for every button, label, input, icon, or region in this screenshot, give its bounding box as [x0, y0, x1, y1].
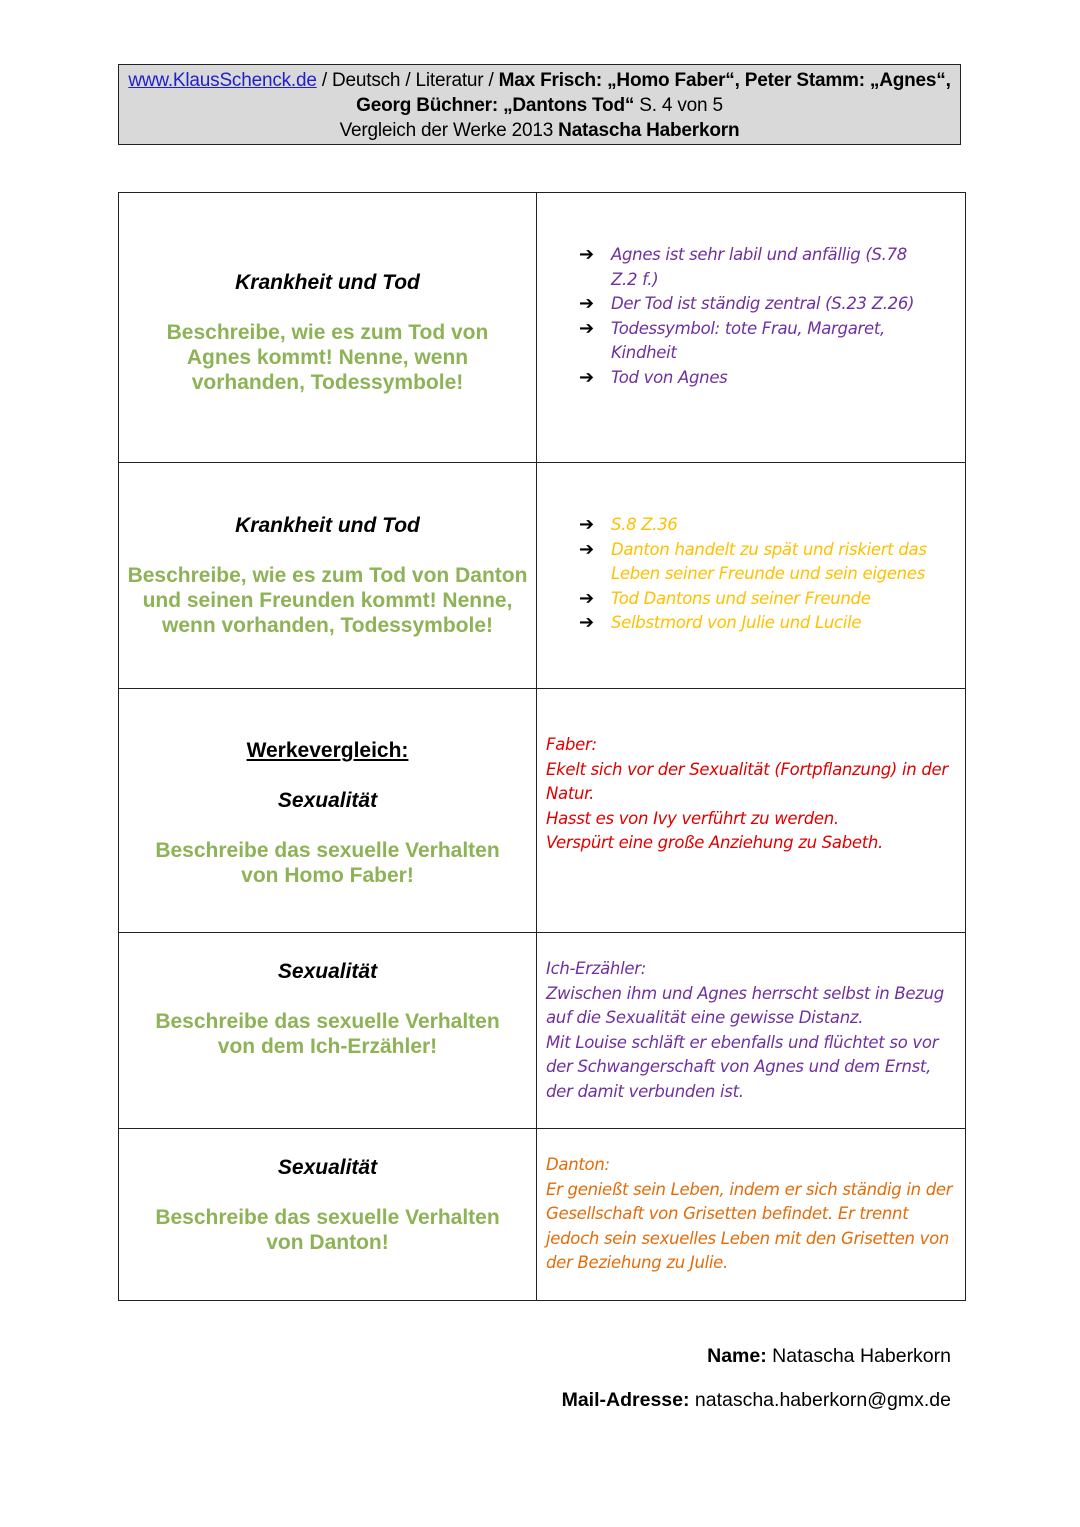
question-task: Beschreibe das sexuelle Verhalten von dem Ich-Erzähler! — [155, 1010, 500, 1058]
answer-text — [537, 933, 965, 1104]
arrow-right-icon: ➔ — [579, 514, 594, 535]
answer-label: Faber: — [546, 735, 597, 754]
table-row — [119, 1129, 966, 1301]
question-cell — [119, 1129, 537, 1301]
answer-label: Ich-Erzähler: — [546, 959, 646, 978]
answer-list — [537, 193, 965, 390]
header-works-1: Max Frisch: „Homo Faber“, Peter Stamm: „Agnes“, — [498, 70, 951, 91]
answer-cell — [537, 933, 966, 1129]
mail-label: Mail-Adresse: — [561, 1389, 690, 1411]
header-path: / Deutsch / Literatur / — [316, 70, 499, 91]
header-subtitle: Vergleich der Werke 2013 — [339, 120, 559, 141]
question-title: Sexualität — [277, 1156, 378, 1179]
list-item: ➔ S.8 Z.36 — [537, 513, 935, 538]
answer-text — [537, 689, 965, 856]
answer-line: Ekelt sich vor der Sexualität (Fortpflanzung) in der Natur. — [546, 759, 948, 803]
answer-line: Verspürt eine große Anziehung zu Sabeth. — [546, 833, 883, 852]
list-item: ➔ Danton handelt zu spät und riskiert das Leben seiner Freunde und sein eigenes — [579, 538, 927, 583]
answer-cell — [537, 463, 966, 689]
website-link[interactable]: www.KlausSchenck.de — [128, 70, 317, 91]
name-label: Name: — [707, 1345, 767, 1367]
section-heading: Werkevergleich: — [246, 739, 409, 762]
question-cell — [119, 689, 537, 933]
answer-cell — [537, 193, 966, 463]
arrow-right-icon: ➔ — [579, 293, 594, 314]
arrow-right-icon: ➔ — [579, 244, 594, 265]
question-title: Sexualität — [277, 789, 378, 812]
question-task: Beschreibe, wie es zum Tod von Agnes kommt! Nenne, wenn vorhanden, Todessymbole! — [166, 321, 489, 394]
question-task: Beschreibe das sexuelle Verhalten von Homo Faber! — [155, 839, 500, 887]
question-title: Sexualität — [277, 960, 378, 983]
question-cell — [119, 193, 537, 463]
answer-line: Er genießt sein Leben, indem er sich ständig in der Gesellschaft von Grisetten befindet. Er trennt jedoch sein sexuelles Leben mit den Grisetten von der Beziehung zu Julie. — [546, 1179, 953, 1272]
answer-line: Zwischen ihm und Agnes herrscht selbst in Bezug auf die Sexualität eine gewisse Distanz. — [546, 983, 944, 1027]
list-item: ➔ Tod Dantons und seiner Freunde — [537, 587, 935, 612]
answer-list — [537, 463, 965, 636]
question-cell — [119, 463, 537, 689]
question-cell — [119, 933, 537, 1129]
answer-line: Hasst es von Ivy verführt zu werden. — [546, 808, 839, 828]
header-works-2: Georg Büchner: „Dantons Tod“ — [356, 95, 635, 116]
header-page: S. 4 von 5 — [634, 95, 723, 116]
arrow-right-icon: ➔ — [579, 587, 594, 609]
list-item: ➔ Selbstmord von Julie und Lucile — [537, 611, 935, 636]
question-task: Beschreibe, wie es zum Tod von Danton und seinen Freunden kommt! Nenne, wenn vorhanden, Todessymbole! — [127, 564, 528, 637]
table-row — [119, 463, 966, 689]
footer-mail — [562, 1389, 951, 1412]
answer-cell — [537, 689, 966, 933]
question-title: Krankheit und Tod — [235, 514, 420, 537]
answer-text — [537, 1129, 965, 1276]
table-row — [119, 689, 966, 933]
worksheet-table — [118, 192, 966, 1301]
list-item: ➔ Tod von Agnes — [537, 366, 925, 391]
arrow-right-icon: ➔ — [579, 366, 594, 388]
arrow-right-icon: ➔ — [579, 538, 594, 560]
answer-label: Danton: — [546, 1155, 610, 1174]
table-row — [119, 193, 966, 463]
arrow-right-icon: ➔ — [579, 612, 594, 633]
answer-cell — [537, 1129, 966, 1301]
header-author: Natascha Haberkorn — [558, 120, 740, 141]
question-title: Krankheit und Tod — [235, 271, 420, 294]
header-line-3 — [119, 118, 960, 143]
header-line-1 — [119, 68, 960, 93]
list-item: ➔ Todessymbol: tote Frau, Margaret, Kindheit — [579, 317, 885, 362]
question-task: Beschreibe das sexuelle Verhalten von Danton! — [155, 1206, 500, 1254]
mail-value[interactable]: natascha.haberkorn@gmx.de — [689, 1389, 951, 1411]
header-line-2 — [119, 93, 960, 118]
arrow-right-icon: ➔ — [579, 317, 594, 339]
table-row — [119, 933, 966, 1129]
name-value: Natascha Haberkorn — [766, 1345, 951, 1367]
list-item: ➔ Agnes ist sehr labil und anfällig (S.78 Z.2 f.) — [579, 244, 907, 289]
answer-line: Mit Louise schläft er ebenfalls und flüchtet so vor der Schwangerschaft von Agnes und dem Ernst, der damit verbunden ist. — [546, 1032, 939, 1101]
list-item: ➔ Der Tod ist ständig zentral (S.23 Z.26) — [537, 292, 925, 317]
footer-name — [707, 1345, 951, 1368]
page-header — [118, 64, 961, 145]
